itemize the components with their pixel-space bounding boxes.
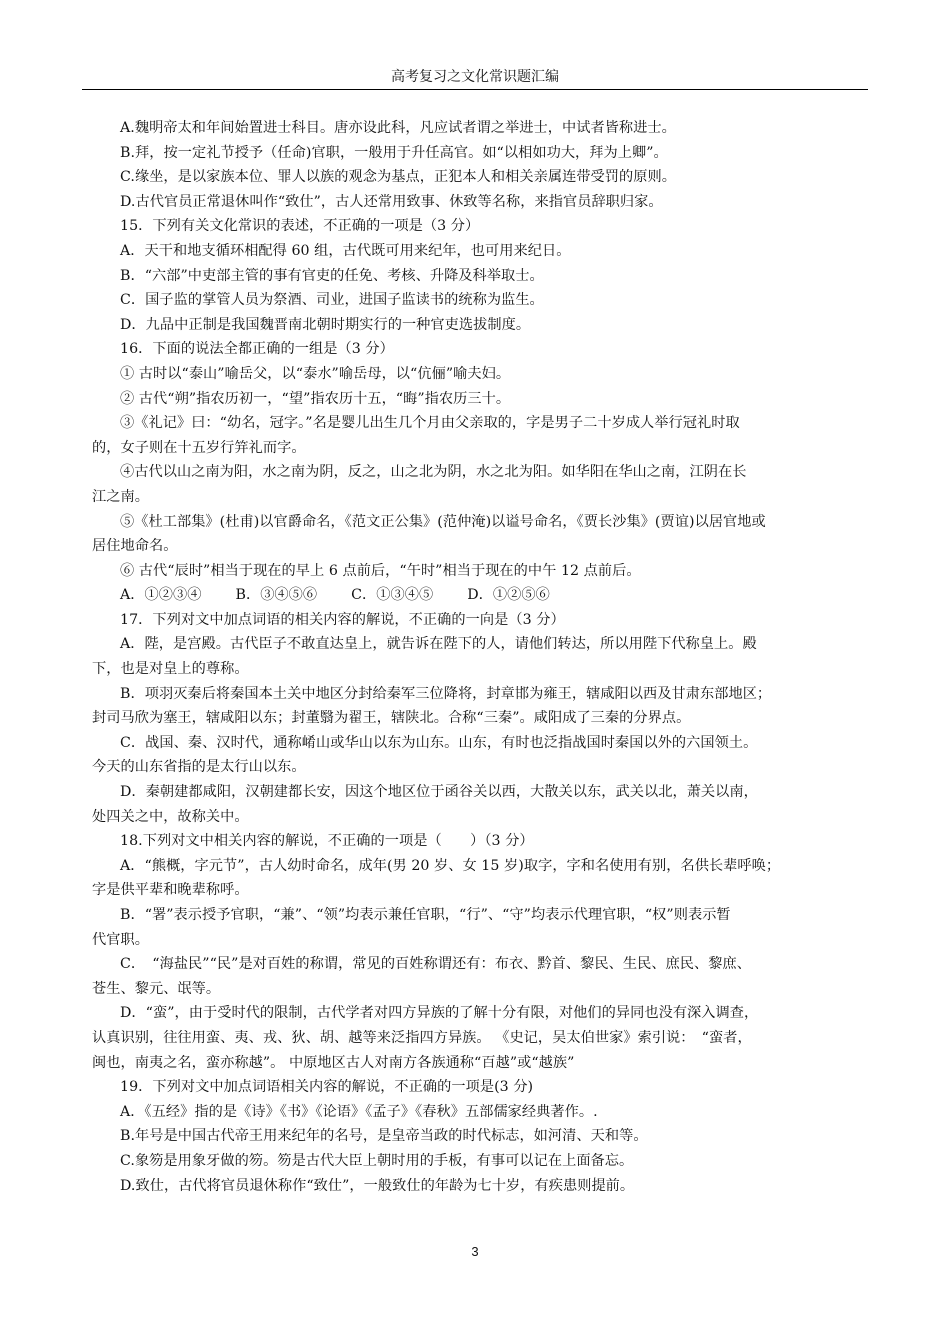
text-line: 字是供平辈和晚辈称呼。 — [92, 882, 249, 899]
text-line: 认真识别，往往用蛮、夷、戎、狄、胡、越等来泛指四方异族。 《史记，吴太伯世家》索引说： “蛮者， — [92, 1029, 752, 1046]
text-line: B.拜，按一定礼节授予（任命)官职，一般用于升任高官。如“以相如功大，拜为上卿”。 — [120, 144, 668, 161]
text-line: 今天的山东省指的是太行山以东。 — [92, 759, 306, 776]
text-line: 处四关之中，故称关中。 — [92, 808, 249, 825]
question-18-stem: 18.下列对文中相关内容的解说，不正确的一项是（ ）（3 分） — [120, 833, 534, 850]
text-line: 苍生、黎元、氓等。 — [92, 980, 221, 997]
text-line: ③《礼记》曰：“幼名，冠字。”名是婴儿出生几个月由父亲取的，字是男子二十岁成人举行冠礼时取 — [120, 415, 740, 432]
text-line: ④古代以山之南为阳，水之南为阴，反之，山之北为阴，水之北为阳。如华阳在华山之南，江阴在长 — [120, 464, 747, 481]
text-line: A.魏明帝太和年间始置进士科目。唐亦设此科，凡应试者谓之举进士，中试者皆称进士。 — [120, 120, 676, 136]
text-line: C．国子监的掌管人员为祭酒、司业，进国子监读书的统称为监生。 — [120, 292, 544, 309]
text-line: 闽也，南夷之名，蛮亦称越”。 中原地区古人对南方各族通称“百越”或“越族” — [92, 1054, 575, 1071]
text-line: B．“六部”中吏部主管的事有官吏的任免、考核、升降及科举取士。 — [120, 267, 544, 284]
text-line: B．项羽灭秦后将秦国本土关中地区分封给秦军三位降将，封章邯为雍王，辖咸阳以西及甘肃东部地区； — [120, 685, 772, 702]
text-line: D.古代官员正常退休叫作“致仕”，古人还常用致事、休致等名称，来指官员辞职归家。 — [120, 193, 663, 210]
text-line: C． “海盐民”“民”是对百姓的称谓，常见的百姓称谓还有：布衣、黔首、黎民、生民、庶民、黎庶、 — [120, 956, 751, 973]
text-line: B.年号是中国古代帝王用来纪年的名号，是皇帝当政的时代标志，如河清、天和等。 — [120, 1128, 648, 1145]
question-16-stem: 16．下面的说法全都正确的一组是（3 分） — [120, 341, 394, 358]
option-c: C．①③④⑤ — [351, 587, 434, 604]
question-15-stem: 15．下列有关文化常识的表述，不正确的一项是（3 分） — [120, 218, 480, 235]
question-19-stem: 19．下列对文中加点词语相关内容的解说，不正确的一项是(3 分) — [120, 1079, 534, 1096]
text-line: D．九品中正制是我国魏晋南北朝时期实行的一种官吏选拔制度。 — [120, 316, 531, 333]
text-line: 下，也是对皇上的尊称。 — [92, 661, 249, 678]
text-line: C.象笏是用象牙做的笏。笏是古代大臣上朝时用的手板，有事可以记在上面备忘。 — [120, 1152, 634, 1169]
text-line: ⑥ 古代“辰时”相当于现在的早上 6 点前后，“午时”相当于现在的中午 12 点前后。 — [120, 562, 641, 579]
text-line: C.缘坐，是以家族本位、罪人以族的观念为基点，正犯本人和相关亲属连带受罚的原则。 — [120, 169, 676, 186]
text-line: D．“蛮”，由于受时代的限制，古代学者对四方异族的了解十分有限，对他们的异同也没有深入调查， — [120, 1005, 759, 1022]
question-16-options — [92, 583, 866, 608]
text-line: D.致仕，古代将官员退休称作“致仕”，一般致仕的年龄为七十岁，有疾患则提前。 — [120, 1177, 635, 1194]
text-line: ② 古代“朔”指农历初一，“望”指农历十五，“晦”指农历三十。 — [120, 390, 511, 407]
text-line: A．陛，是宫殿。古代臣子不敢直达皇上，就告诉在陛下的人，请他们转达，所以用陛下代称皇上。殿 — [120, 636, 757, 653]
page-number: 3 — [471, 1244, 479, 1259]
text-line: C．战国、秦、汉时代，通称崤山或华山以东为山东。山东，有时也泛指战国时秦国以外的六国领土。 — [120, 734, 758, 751]
text-line: D．秦朝建都咸阳，汉朝建都长安，因这个地区位于函谷关以西，大散关以东，武关以北，萧关以南， — [120, 784, 758, 801]
question-17-stem: 17．下列对文中加点词语的相关内容的解说，不正确的一向是（3 分） — [120, 611, 565, 628]
text-line: A．“熊概，字元节”，古人幼时命名，成年(男 20 岁、女 15 岁)取字，字和名使用有别，名供长辈呼唤； — [120, 857, 781, 874]
text-line: B．“署”表示授予官职，“兼”、“领”均表示兼任官职，“行”、“守”均表示代理官职，“权”则表示暂 — [120, 907, 731, 923]
text-line: 江之南。 — [92, 488, 149, 505]
document-body — [92, 116, 866, 1198]
text-line: 的，女子则在十五岁行笄礼而字。 — [92, 439, 306, 456]
option-d: D．①②⑤⑥ — [467, 587, 550, 604]
option-b: B．③④⑤⑥ — [235, 587, 318, 604]
text-line: ① 古时以“泰山”喻岳父，以“泰水”喻岳母，以“伉俪”喻夫妇。 — [120, 365, 511, 382]
option-a: A．①②③④ — [120, 587, 202, 604]
text-line: A．天干和地支循环相配得 60 组，古代既可用来纪年，也可用来纪日。 — [120, 242, 571, 259]
text-line: 代官职。 — [92, 931, 149, 948]
text-line: ⑤《杜工部集》(杜甫)以官爵命名，《范文正公集》(范仲淹)以谥号命名，《贾长沙集》(贾谊)以居官地或 — [120, 513, 766, 530]
page-header: 高考复习之文化常识题汇编 — [82, 68, 868, 90]
text-line: A．《五经》指的是《诗》《书》《论语》《孟子》《春秋》五部儒家经典著作。. — [120, 1103, 598, 1120]
text-line: 居住地命名。 — [92, 538, 178, 555]
text-line: 封司马欣为塞王，辖咸阳以东；封董翳为翟王，辖陕北。合称“三秦”。咸阳成了三秦的分界点。 — [92, 710, 691, 727]
